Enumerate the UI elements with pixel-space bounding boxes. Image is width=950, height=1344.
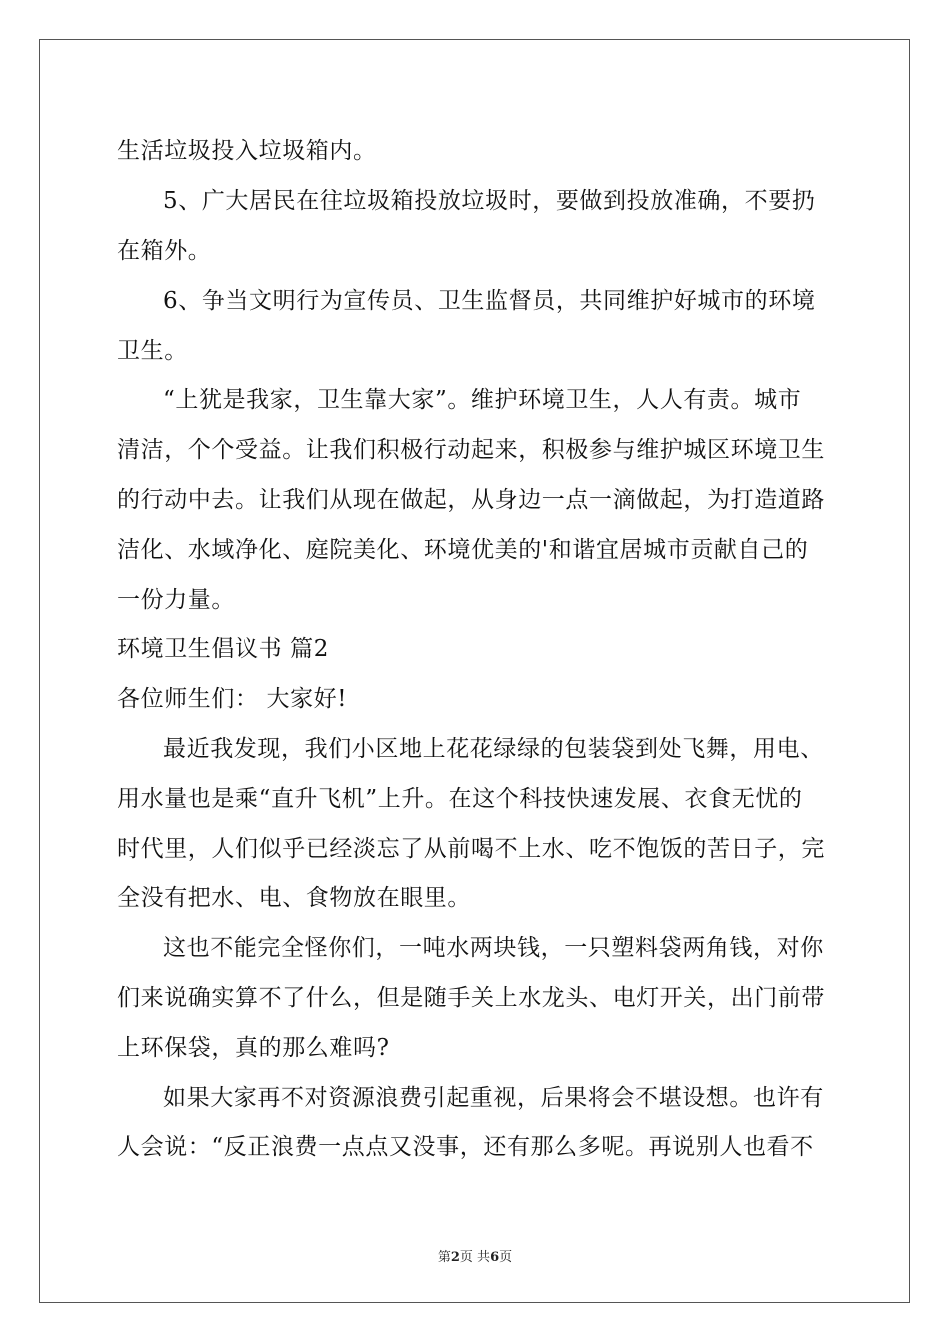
text-line: 这也不能完全怪你们，一吨水两块钱，一只塑料袋两角钱，对你 <box>163 935 824 961</box>
greeting: 各位师生们： 大家好! <box>117 686 348 712</box>
page-border <box>39 39 910 1303</box>
footer-prefix: 第 <box>437 1250 451 1265</box>
text-line: 如果大家再不对资源浪费引起重视，后果将会不堪设想。也许有 <box>163 1085 824 1111</box>
text-line: 在箱外。 <box>117 238 212 264</box>
text-line: 洁化、水域净化、庭院美化、环境优美的'和谐宜居城市贡献自己的 <box>117 537 809 563</box>
current-page-number: 2 <box>450 1250 460 1265</box>
text-line: 时代里，人们似乎已经淡忘了从前喝不上水、吃不饱饭的苦日子，完 <box>117 836 825 862</box>
footer-middle: 页 共 <box>459 1250 491 1265</box>
text-line: “上犹是我家，卫生靠大家”。维护环境卫生，人人有责。城市 <box>163 387 802 413</box>
text-line: 6、争当文明行为宣传员、卫生监督员，共同维护好城市的环境 <box>163 288 816 314</box>
text-line: 清洁，个个受益。让我们积极行动起来，积极参与维护城区环境卫生 <box>117 437 825 463</box>
text-line: 全没有把水、电、食物放在眼里。 <box>117 885 471 911</box>
text-line: 用水量也是乘“直升飞机”上升。在这个科技快速发展、衣食无忧的 <box>117 786 803 812</box>
text-line: 最近我发现，我们小区地上花花绿绿的包装袋到处飞舞，用电、 <box>163 736 824 762</box>
text-line: 的行动中去。让我们从现在做起，从身边一点一滴做起，为打造道路 <box>117 487 825 513</box>
footer-suffix: 页 <box>499 1250 513 1265</box>
text-line: 一份力量。 <box>117 587 235 613</box>
text-line: 人会说：“反正浪费一点点又没事，还有那么多呢。再说别人也看不 <box>117 1134 814 1160</box>
text-line: 生活垃圾投入垃圾箱内。 <box>117 138 377 164</box>
total-page-number: 6 <box>490 1250 500 1265</box>
text-line: 上环保袋，真的那么难吗? <box>117 1035 390 1061</box>
page-footer <box>0 1246 950 1265</box>
text-line: 5、广大居民在往垃圾箱投放垃圾时，要做到投放准确，不要扔 <box>163 188 816 214</box>
text-line: 卫生。 <box>117 338 188 364</box>
text-line: 们来说确实算不了什么，但是随手关上水龙头、电灯开关，出门前带 <box>117 985 825 1011</box>
section-heading: 环境卫生倡议书 篇2 <box>117 636 329 662</box>
